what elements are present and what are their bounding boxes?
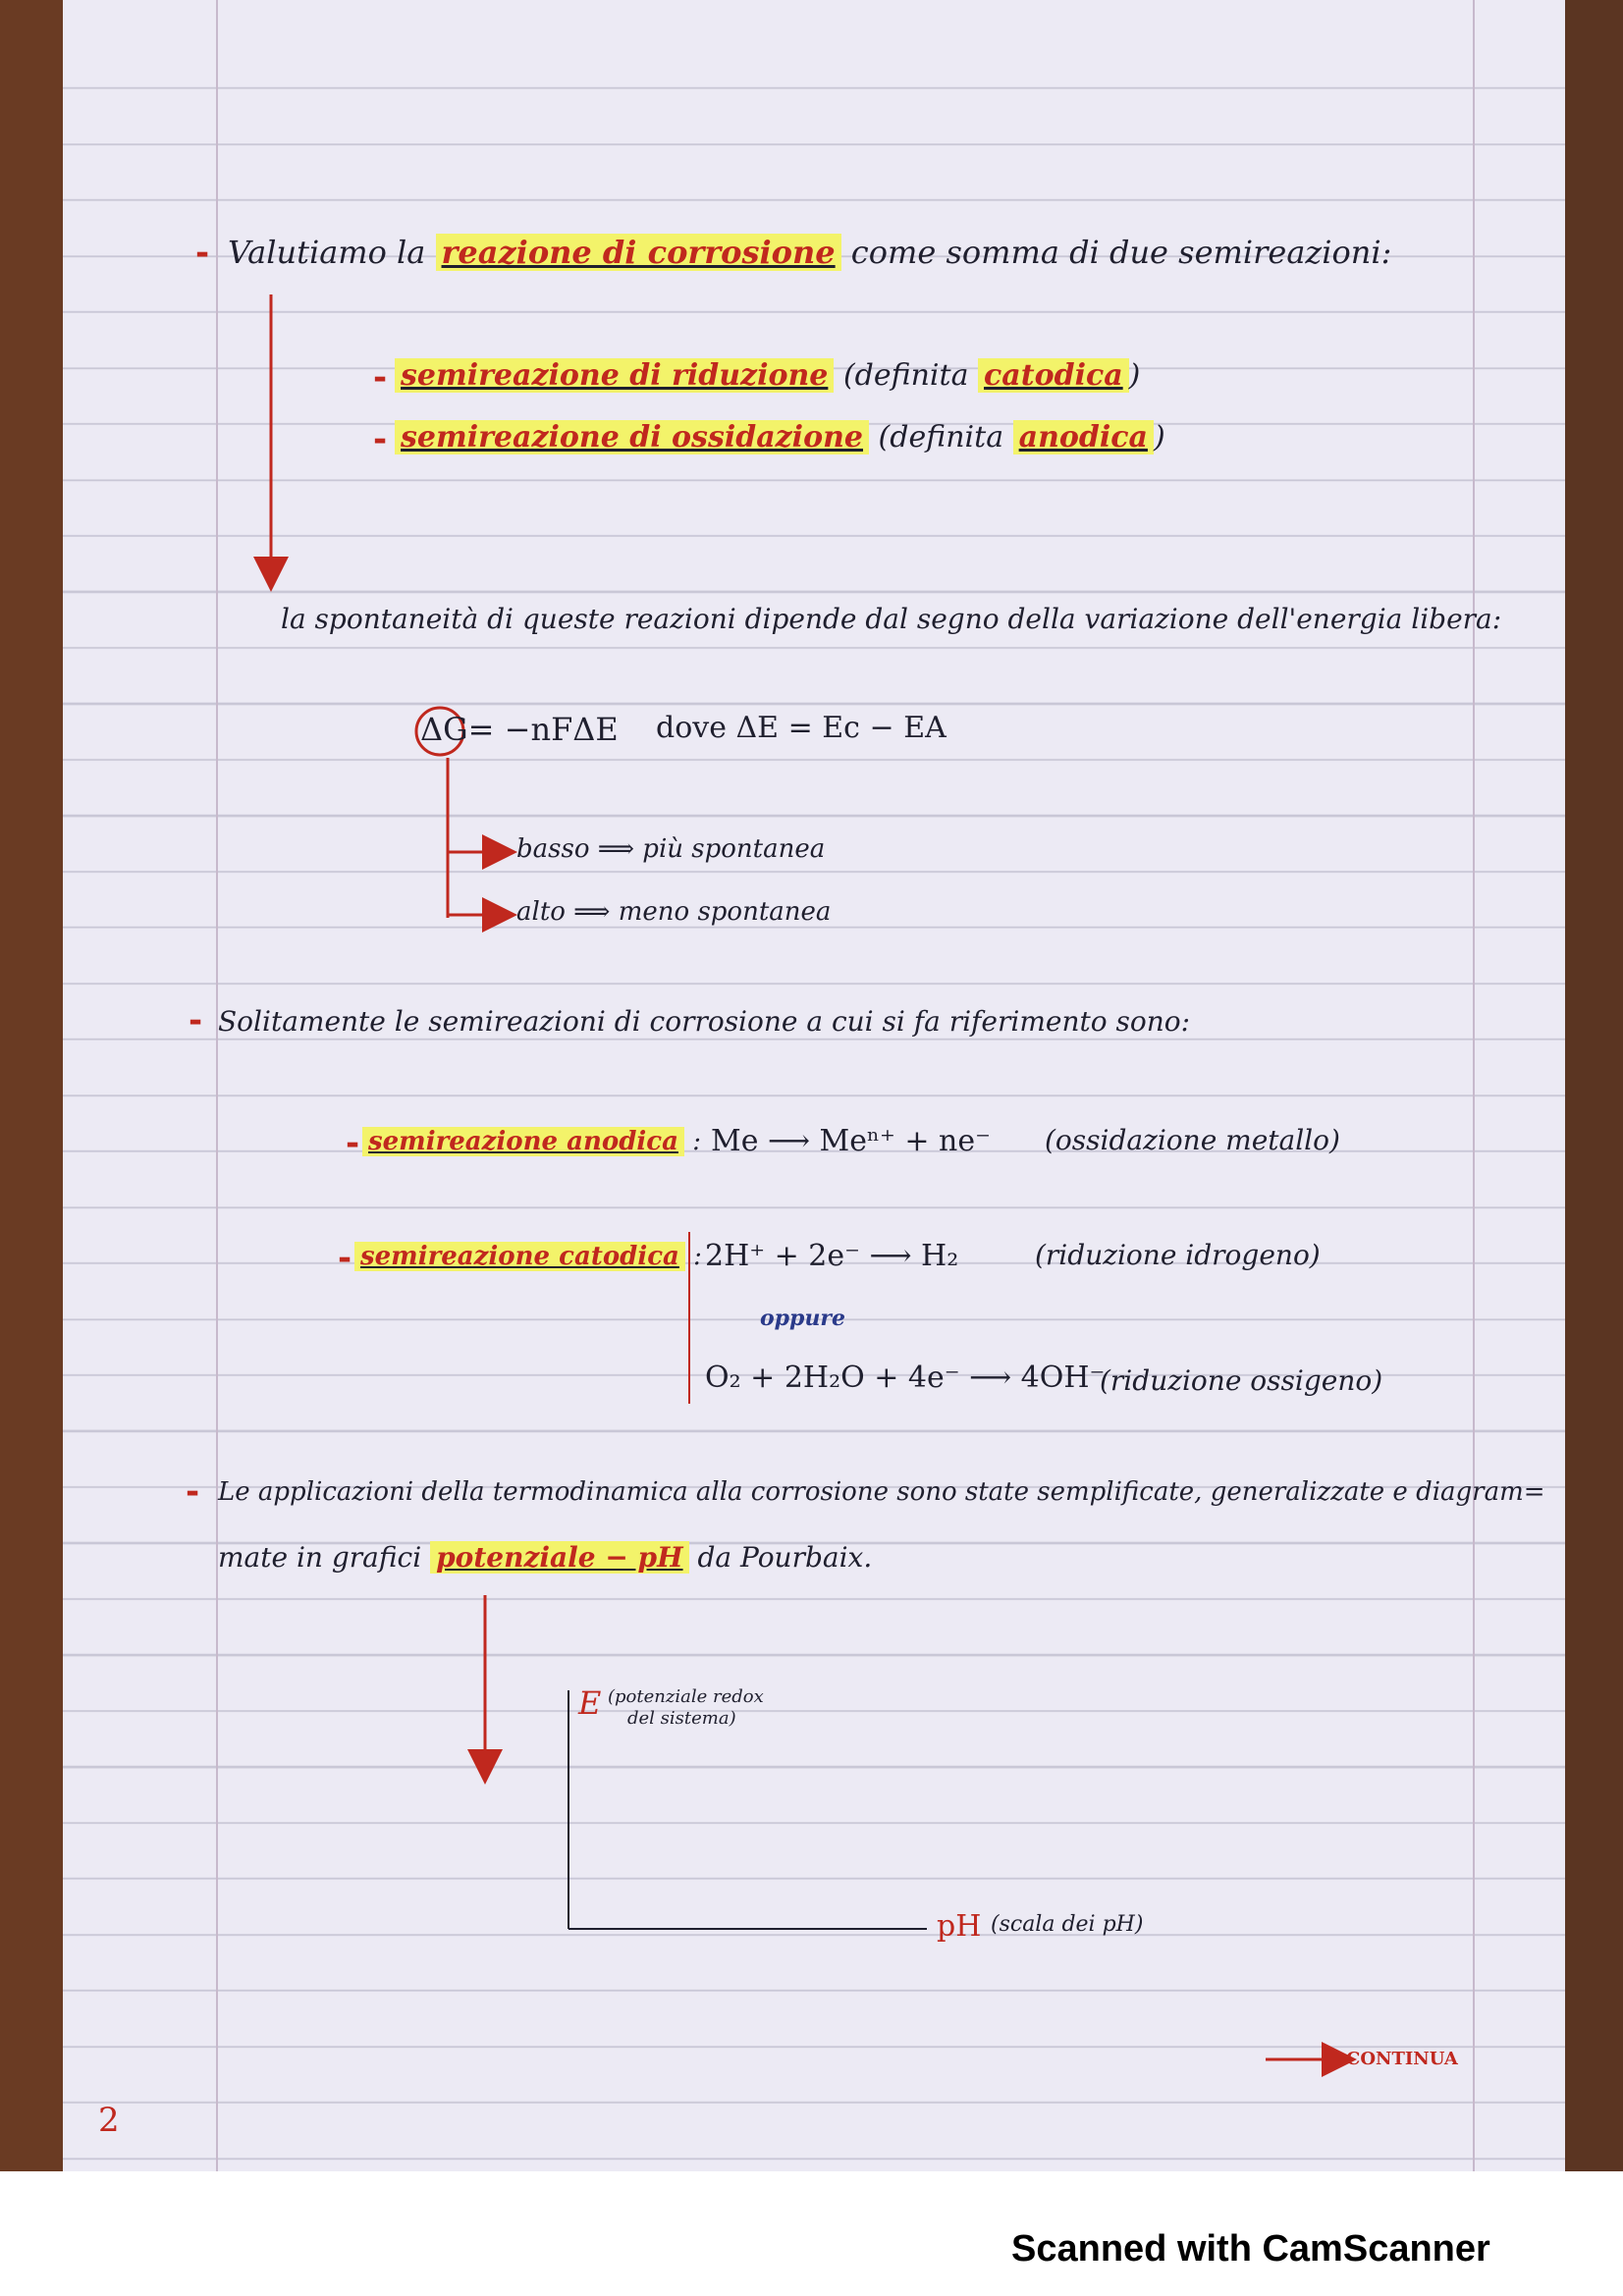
item-ossidazione: semireazione di ossidazione (definita anodica ) <box>395 420 1165 454</box>
bullet-dash-6: - <box>338 1239 352 1278</box>
formula: ΔG= −nFΔE <box>420 711 619 748</box>
item-riduzione: semireazione di riduzione (definita catodica ) <box>395 358 1140 393</box>
notebook-page <box>63 0 1565 2171</box>
anodic-note: (ossidazione metallo) <box>1045 1124 1340 1156</box>
bullet-dash-4: - <box>189 1001 203 1041</box>
page-number: 2 <box>98 2101 120 2140</box>
cathodic-equation-1: 2H⁺ + 2e⁻ ⟶ H₂ <box>705 1239 959 1273</box>
anodic-equation: Me ⟶ Meⁿ⁺ + ne⁻ <box>711 1124 991 1158</box>
bullet-dash-2: - <box>373 358 388 398</box>
branch-basso: basso ⟹ più spontanea <box>516 834 826 864</box>
bullet-dash-7: - <box>186 1472 200 1512</box>
spontaneity-text: la spontaneità di queste reazioni dipende dal segno della variazione dell'energia libera: <box>281 603 1502 635</box>
bullet-dash-3: - <box>373 420 388 459</box>
ink-strokes <box>63 0 1565 2171</box>
section3-line2: mate in grafici potenziale − pH da Pourbaix. <box>218 1541 873 1574</box>
right-edge <box>1565 0 1623 2171</box>
cathodic-note-1: (riduzione idrogeno) <box>1035 1239 1321 1271</box>
branch-alto: alto ⟹ meno spontanea <box>516 897 832 927</box>
bullet-dash-5: - <box>346 1124 360 1163</box>
oppure-text: oppure <box>760 1306 846 1331</box>
cathodic-label: semireazione catodica : <box>354 1242 702 1271</box>
cathodic-equation-2: O₂ + 2H₂O + 4e⁻ ⟶ 4OH⁻ <box>705 1361 1106 1395</box>
left-edge <box>0 0 63 2171</box>
formula-where: dove ΔE = Ec − EA <box>656 711 947 745</box>
section2-intro: Solitamente le semireazioni di corrosione a cui si fa riferimento sono: <box>218 1005 1191 1038</box>
section3-line1: Le applicazioni della termodinamica alla corrosione sono state semplificate, generalizzate e diagram= <box>218 1477 1545 1507</box>
axis-y-desc-1: (potenziale redox <box>608 1686 764 1707</box>
axis-y-desc-2: del sistema) <box>627 1708 736 1729</box>
continua-label: CONTINUA <box>1346 2049 1458 2069</box>
axis-x-desc: (scala dei pH) <box>991 1912 1144 1937</box>
axis-x-letter: pH <box>937 1909 982 1944</box>
cathodic-note-2: (riduzione ossigeno) <box>1100 1364 1383 1397</box>
section1-intro: Valutiamo la reazione di corrosione come somma di due semireazioni: <box>228 234 1392 271</box>
anodic-label: semireazione anodica : <box>362 1127 701 1156</box>
camscanner-footer: Scanned with CamScanner <box>1011 2228 1490 2269</box>
bullet-dash-1: - <box>195 234 210 273</box>
axis-y-letter: E <box>578 1684 602 1722</box>
